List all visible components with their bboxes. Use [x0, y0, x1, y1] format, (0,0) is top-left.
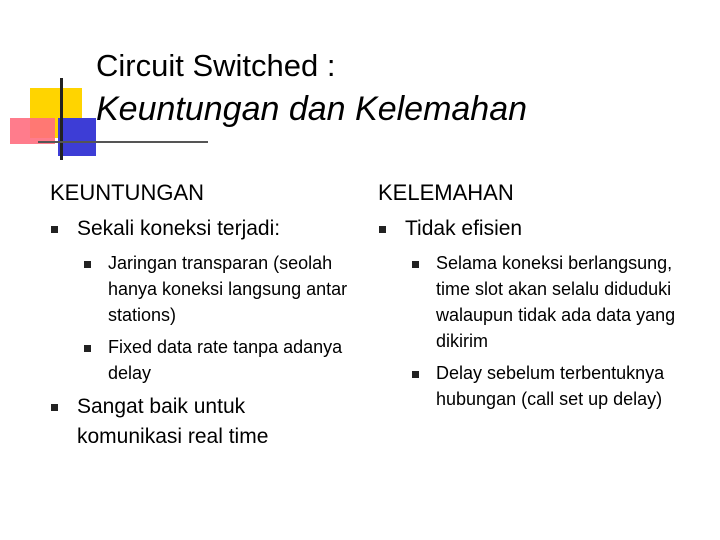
square-bullet-icon [51, 226, 58, 233]
decor-horizontal-line [38, 141, 208, 143]
advantages-heading: KEUNTUNGAN [50, 180, 205, 205]
square-bullet-icon [412, 261, 419, 268]
sub-bullet-text: Delay sebelum terbentuknya hubungan (call set up delay) [436, 363, 665, 409]
disadvantages-heading: KELEMAHAN [378, 180, 514, 205]
sub-bullet-list [378, 250, 708, 412]
slide-title-line1: Circuit Switched : [96, 48, 336, 83]
square-bullet-icon [379, 226, 386, 233]
square-bullet-icon [84, 345, 91, 352]
sub-bullet-item [409, 360, 708, 412]
square-bullet-icon [412, 371, 419, 378]
disadvantages-column [378, 178, 708, 414]
advantages-column [50, 178, 360, 452]
bullet-text: Sangat baik untuk komunikasi real time [77, 395, 269, 448]
sub-bullet-item [81, 250, 360, 328]
bullet-text: Tidak efisien [405, 217, 523, 240]
square-bullet-icon [84, 261, 91, 268]
slide-title-line2: Keuntungan dan Kelemahan [96, 90, 528, 128]
sub-bullet-list [50, 250, 360, 386]
decor-vertical-line [60, 78, 63, 160]
sub-bullet-text: Fixed data rate tanpa adanya delay [108, 337, 343, 383]
sub-bullet-item [409, 250, 708, 354]
decor-blue-square [58, 118, 96, 156]
bullet-text: Sekali koneksi terjadi: [77, 217, 281, 240]
bullet-item [50, 214, 360, 244]
square-bullet-icon [51, 404, 58, 411]
bullet-item [50, 392, 327, 452]
sub-bullet-text: Selama koneksi berlangsung, time slot akan selalu diduduki walaupun tidak ada data yang dikirim [436, 253, 676, 351]
sub-bullet-item [81, 334, 360, 386]
sub-bullet-text: Jaringan transparan (seolah hanya koneksi langsung antar stations) [108, 253, 348, 325]
bullet-item [378, 214, 708, 244]
